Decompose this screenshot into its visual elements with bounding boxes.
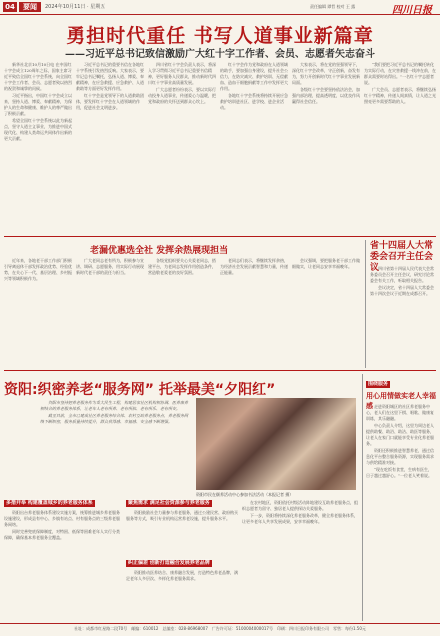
column-divider xyxy=(365,240,366,368)
masthead xyxy=(0,0,440,15)
feature-lede: 资阳市坚持把养老服务作为重大民生工程，构建居家社区机构相协调、医养康养相结合的养老服务体系，让老年人老有所养、老有所依、老有所乐、老有所安。 截至目前，全市已建成社区养老服务综合体、农村互助养老服务点，养老服务网络不断织密，服务质量持续提升，群众获得感、幸福感、安全感不断增强。 xyxy=(40,400,188,424)
lead-column-3: 四川省红十字会负责人表示，将深入学习贯彻习近平总书记重要书信精神，更好服务人民群众，推动新时代四川红十字事业高质量发展。 广大志愿者纷纷表示，要以实际行动投身人道事业，传递爱心与温暖，把党和政府的关怀送到群众心坎上。 xyxy=(148,62,216,104)
subsection-1-tag: 多措并举 构建覆盖城乡的养老服务体系 xyxy=(6,500,93,506)
feature-column-right: 在农村地区，资阳依托村级活动阵地建设互助养老服务点，组织志愿者为留守、独居老人提供探访关爱服务。 下一步，资阳将持续深化养老服务改革，健全养老服务体系，让更多老年人共享发展成果，安享幸福晚年。 xyxy=(242,500,358,524)
feature-photo-caption: 资阳市民在颐养活动中心参加书法活动（本报记者 摄） xyxy=(196,492,294,497)
aging-column-1: 近年来，各地老干部工作部门积极引导离退休干部发挥政治优势、经验优势，在关心下一代、基层治理、乡村振兴等领域积极作为。 xyxy=(4,258,72,281)
aging-column-5: 会议强调，要把服务老干部工作做细做实，让老同志安享幸福晚年。 xyxy=(292,258,360,269)
aging-column-2: 广大老同志老有所为，积极参与宣讲、调研、志愿服务，用实际行动展现新时代老干部的责任与担当。 xyxy=(76,258,144,275)
lead-column-1: 新华社北京10月10日电 在中国红十字会成立120周年之际，国家主席习近平致信全国红十字会系统，向全国红十字会工作者、会员、志愿者致以热烈的祝贺和诚挚的问候。 习近平指出，中国红十字会成立以来，坚持人道、博爱、奉献精神，为保护人的生命和健康、维护人的尊严做出了积极贡献。 希望全国红十字会系统以此为新起点，坚守人道主义事业，为推进中国式现代化、构建人类命运共同体作出新的更大贡献。 xyxy=(4,62,72,141)
subsection-3-column: 资阳推动医养结合、康养融合发展，打造特色养老品牌，满足老年人多层次、多样化养老服务需求。 xyxy=(126,570,238,581)
dateline: 2024年10月11日 · 星期五 xyxy=(45,4,106,10)
lead-column-4: 红十字会作为党和政府在人道领域的助手，要加强自身建设，提升社会公信力，在防灾减灾、救护培训、无偿献血、造血干细胞捐献等工作中发挥更大作用。 各地红十字会系统将持续开展应急救护培训进社区、进学校、进企业活动。 xyxy=(220,62,288,110)
feature-photo xyxy=(196,398,356,490)
lead-column-5: 大家表示，将在党的坚强领导下，深化红十字会改革，守正创新，奋发有为，努力开创新时代红十字事业发展新局面。 各级红十字会要坚持依法治会，加强内部治理，提高透明度，以优良作风赢得社会信任。 xyxy=(292,62,360,104)
newspaper-logo: 四川日报 xyxy=(392,5,432,16)
side-column: 走进资阳城区的社区养老服务中心，老人们在这里下棋、唱歌、做康复训练，其乐融融。 中心负责人介绍，这里为周边老人提供助餐、助浴、助洁、助医等服务，让老人在家门口就能享受专业化养老服务。 资阳还积极推进智慧养老，通过信息化平台整合服务资源，实现服务需求与供给精准对接。 “现在吃饭有食堂，生病有医生，日子越过越舒心。”一位老人笑着说。 xyxy=(366,404,434,478)
feature-headline: 资阳:织密养老“服务网” 托举最美“夕阳红” xyxy=(4,382,276,398)
subsection-2-column: 资阳鼓励社会力量参与养老服务，通过公建民营、政府购买服务等方式，吸引专业机构运营养老设施，提升服务水平。 xyxy=(126,510,238,521)
editor-line: 责任编辑 谭哲 校对 王 露 xyxy=(310,4,356,9)
election-headline: 省十四届人大常委会召开主任会议 xyxy=(370,241,434,273)
side-headline: 用心用情做实老人幸福感 xyxy=(366,392,436,410)
column-divider-2 xyxy=(362,374,363,621)
subsection-1-column: 资阳出台养老服务体系建设实施方案，统筹推进城乡养老服务设施建设，形成县有中心、乡镇有站点、村有服务点的三级养老服务网络。 同时完善兜底保障制度，对特困、低保等困难老年人实行分类保障，确保基本养老服务全覆盖。 xyxy=(4,510,120,540)
aging-story-headline: 老漏优惠选全社 发挥余热展现担当 xyxy=(90,246,229,256)
aging-column-3: 各级党组织要关心关爱老同志，搭建平台，为老同志发挥作用创造条件，营造敬老爱老的良好氛围。 xyxy=(148,258,216,275)
section-divider xyxy=(4,236,436,237)
election-column: 四川省第十四届人民代表大会常务委员会召开主任会议，研究讨论常委会有关工作，听取相关报告。 会议决定，省十四届人大常委会第十四次会议于近期在成都召开。 xyxy=(370,266,434,296)
subsection-3-tag: 纠正偏差 创新打造融合发展养老品牌 xyxy=(128,560,210,566)
lead-subheadline: ——习近平总书记致信激励广大红十字工作者、会员、志愿者矢志奋斗 xyxy=(65,49,375,60)
footer: 社址：成都市红星路二段70号 邮编：610012 总编室：028-86968007 广告许可证：5100004000017号 印刷：四川日报印务有限公司 零售：每份1.50元 xyxy=(0,623,440,636)
page-number: 04 xyxy=(3,2,17,12)
aging-column-4: 老同志们表示，将继续发挥余热，为经济社会发展贡献智慧和力量，传递正能量。 xyxy=(220,258,288,275)
side-tag: 围绕服务 xyxy=(368,381,389,387)
lead-headline: 勇担时代重任 书写人道事业新篇章 xyxy=(66,25,374,47)
section-tag: 要闻 xyxy=(19,2,41,12)
subsection-2-tag: 聚焦需求 满足社会资源参与养老服务 xyxy=(128,500,210,506)
section-divider-2 xyxy=(4,370,436,371)
lead-column-2: 习近平总书记的重要书信在各地红十字系统引发热烈反响。大家表示，要牢记总书记嘱托，弘扬人道、博爱、奉献精神，在应急救援、应急救护、人道救助等方面更好发挥作用。 红十字会是党领导下的人道救助团体，要发挥红十字会在人道领域的作用，促进社会文明进步。 xyxy=(76,62,144,110)
lead-column-6: “我们要把习近平总书记的嘱托转化为实际行动，在灾害救援一线冲在前，在群众需要时站得出。”一名红十字志愿者说。 广大会员、志愿者表示，将继续弘扬红十字精神，传递人间真情，让人道之光照亮更多需要帮助的人。 xyxy=(364,62,436,104)
